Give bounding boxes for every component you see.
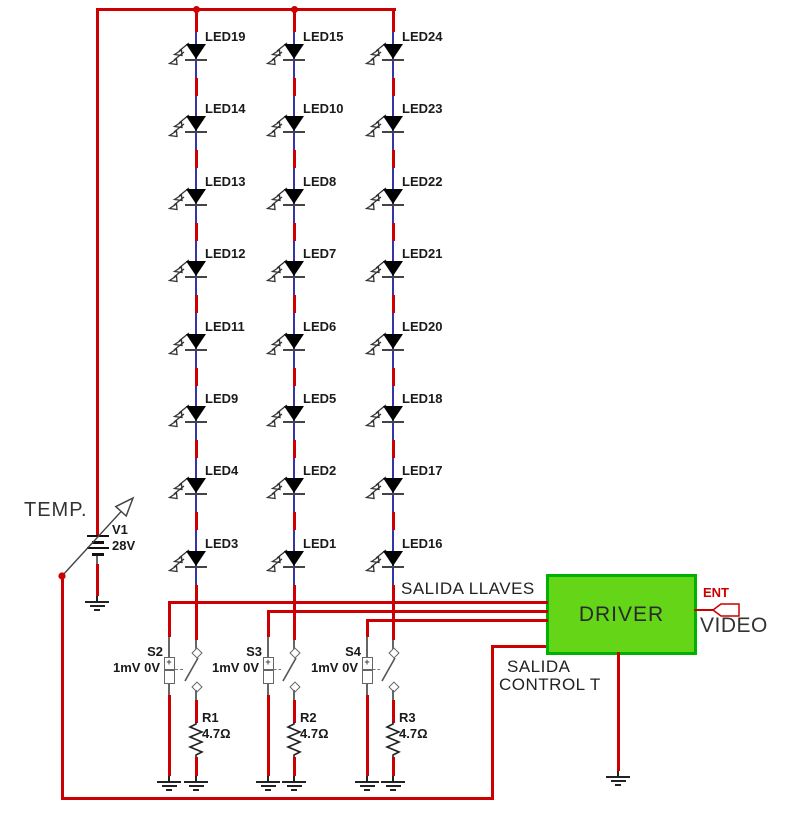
temp-label: TEMP. — [24, 499, 88, 521]
led-cathode-bar — [283, 493, 305, 495]
coil-ground-wire — [168, 695, 171, 776]
led-label: LED10 — [303, 101, 344, 116]
ground-symbol — [255, 776, 281, 792]
relay-coil[interactable] — [362, 657, 373, 684]
salida-control-label-line1: SALIDA — [507, 657, 571, 676]
led-symbol[interactable] — [383, 334, 403, 349]
led-cathode-bar — [185, 493, 207, 495]
coil-polarity-plus: + — [166, 657, 172, 667]
led-cathode-bar — [185, 349, 207, 351]
ground-symbol — [281, 776, 307, 792]
led-label: LED19 — [205, 29, 246, 44]
led-symbol[interactable] — [186, 189, 206, 204]
resistor-name-label: R2 — [300, 710, 317, 725]
coil-polarity-plus: + — [364, 657, 370, 667]
wire-current-dash — [195, 150, 198, 168]
led-symbol[interactable] — [383, 406, 403, 421]
led-label: LED15 — [303, 29, 344, 44]
led-label: LED5 — [303, 391, 337, 406]
led-symbol[interactable] — [186, 44, 206, 59]
led-symbol[interactable] — [186, 261, 206, 276]
resistor-value-label: 4.7Ω — [399, 726, 428, 741]
led-label: LED4 — [205, 463, 239, 478]
led-symbol[interactable] — [383, 551, 403, 566]
wire-current-dash — [392, 368, 395, 386]
led-string-top-wire — [293, 9, 296, 32]
led-symbol[interactable] — [284, 189, 304, 204]
wire-current-dash — [195, 78, 198, 96]
led-label: LED18 — [402, 391, 443, 406]
led-label: LED21 — [402, 246, 443, 261]
led-label: LED23 — [402, 101, 443, 116]
resistor-name-label: R3 — [399, 710, 416, 725]
coil-top-wire — [168, 604, 171, 637]
led-symbol[interactable] — [284, 44, 304, 59]
ground-symbol — [605, 771, 631, 787]
ground-symbol — [183, 776, 209, 792]
wire-current-dash — [293, 223, 296, 241]
resistor-top-wire — [293, 700, 296, 723]
source-name-label: V1 — [112, 522, 128, 537]
led-cathode-bar — [283, 276, 305, 278]
driver-label: DRIVER — [578, 602, 665, 626]
switch-name-label: S4 — [345, 644, 361, 659]
coil-lead-wire — [267, 684, 269, 695]
led-cathode-bar — [283, 421, 305, 423]
led-cathode-bar — [283, 204, 305, 206]
ground-symbol — [84, 596, 110, 612]
led-cathode-bar — [185, 131, 207, 133]
switch-reading-label: 1mV 0V — [113, 660, 160, 675]
resistor-value-label: 4.7Ω — [300, 726, 329, 741]
led-label: LED8 — [303, 174, 337, 189]
resistor-lead-wire — [195, 690, 197, 700]
wire-current-dash — [195, 295, 198, 313]
resistor-lead-wire — [293, 690, 295, 700]
led-label: LED7 — [303, 246, 337, 261]
led-cathode-bar — [283, 59, 305, 61]
led-label: LED3 — [205, 536, 239, 551]
wire-current-dash — [392, 150, 395, 168]
wire-current-dash — [392, 512, 395, 530]
ground-symbol — [380, 776, 406, 792]
led-symbol[interactable] — [186, 334, 206, 349]
led-cathode-bar — [283, 131, 305, 133]
led-label: LED12 — [205, 246, 246, 261]
led-string-bottom-wire — [195, 600, 198, 640]
driver-block[interactable] — [546, 574, 697, 655]
ground-symbol — [354, 776, 380, 792]
wire-current-dash — [195, 223, 198, 241]
led-label: LED13 — [205, 174, 246, 189]
switch-output-wire — [366, 619, 548, 622]
led-symbol[interactable] — [284, 406, 304, 421]
led-cathode-bar — [185, 421, 207, 423]
led-symbol[interactable] — [383, 478, 403, 493]
resistor-ground-wire — [293, 757, 296, 776]
resistor-top-wire — [195, 700, 198, 723]
led-cathode-bar — [283, 349, 305, 351]
video-port-wire — [694, 609, 713, 612]
led-cathode-bar — [382, 131, 404, 133]
coil-ground-wire — [267, 695, 270, 776]
coil-mid-tick — [362, 669, 372, 671]
coil-top-wire — [267, 613, 270, 637]
switch-output-wire — [267, 610, 548, 613]
wire-current-dash — [392, 295, 395, 313]
resistor-top-wire — [392, 700, 395, 723]
led-symbol[interactable] — [284, 334, 304, 349]
led-label: LED16 — [402, 536, 443, 551]
led-cathode-bar — [185, 204, 207, 206]
led-label: LED24 — [402, 29, 443, 44]
switch-output-wire — [168, 601, 548, 604]
resistor-value-label: 4.7Ω — [202, 726, 231, 741]
ent-tag-label: ENT — [703, 585, 729, 600]
led-symbol[interactable] — [284, 261, 304, 276]
led-cathode-bar — [185, 566, 207, 568]
led-symbol[interactable] — [383, 44, 403, 59]
video-port-label: VIDEO — [700, 614, 768, 637]
wire-current-dash — [392, 440, 395, 458]
driver-ground-wire — [617, 652, 620, 771]
wire-current-dash — [293, 368, 296, 386]
led-cathode-bar — [283, 566, 305, 568]
wire-current-dash — [293, 295, 296, 313]
led-label: LED14 — [205, 101, 246, 116]
salida-llaves-label: SALIDA LLAVES — [401, 579, 535, 598]
led-symbol[interactable] — [284, 551, 304, 566]
wire-current-dash — [392, 78, 395, 96]
led-cathode-bar — [382, 204, 404, 206]
led-label: LED1 — [303, 536, 337, 551]
led-label: LED9 — [205, 391, 239, 406]
led-string-top-wire — [195, 9, 198, 32]
source-voltage-label: 28V — [112, 538, 136, 553]
bottom-rail-wire — [61, 797, 494, 800]
led-symbol[interactable] — [186, 551, 206, 566]
led-symbol[interactable] — [383, 116, 403, 131]
switch-reading-label: 1mV 0V — [212, 660, 259, 675]
led-label: LED6 — [303, 319, 337, 334]
led-string-bottom-wire — [293, 600, 296, 640]
top-power-rail-wire — [96, 8, 396, 11]
wire-current-dash — [392, 223, 395, 241]
led-symbol[interactable] — [383, 261, 403, 276]
led-symbol[interactable] — [383, 189, 403, 204]
control-t-wire — [491, 647, 494, 799]
battery-supply-wire — [96, 8, 99, 535]
led-label: LED22 — [402, 174, 443, 189]
wire-current-dash — [293, 440, 296, 458]
led-cathode-bar — [185, 276, 207, 278]
led-symbol[interactable] — [186, 478, 206, 493]
led-label: LED20 — [402, 319, 443, 334]
led-cathode-bar — [382, 349, 404, 351]
control-t-wire — [491, 645, 548, 648]
wire-current-dash — [195, 512, 198, 530]
resistor-lead-wire — [392, 690, 394, 700]
coil-lead-wire — [366, 637, 368, 657]
coil-ground-wire — [366, 695, 369, 776]
led-cathode-bar — [185, 59, 207, 61]
led-label: LED17 — [402, 463, 443, 478]
switch-reading-label: 1mV 0V — [311, 660, 358, 675]
led-label: LED2 — [303, 463, 337, 478]
wire-current-dash — [293, 78, 296, 96]
temp-sense-wire — [61, 576, 64, 799]
coil-polarity-plus: + — [265, 657, 271, 667]
coil-lead-wire — [267, 637, 269, 657]
ground-symbol — [156, 776, 182, 792]
led-cathode-bar — [382, 59, 404, 61]
led-cathode-bar — [382, 566, 404, 568]
led-label: LED11 — [205, 319, 245, 334]
led-cathode-bar — [382, 493, 404, 495]
resistor-name-label: R1 — [202, 710, 219, 725]
led-symbol[interactable] — [284, 116, 304, 131]
wire-current-dash — [195, 440, 198, 458]
led-cathode-bar — [382, 421, 404, 423]
led-symbol[interactable] — [284, 478, 304, 493]
switch-name-label: S3 — [246, 644, 262, 659]
wire-current-dash — [195, 368, 198, 386]
switch-name-label: S2 — [147, 644, 163, 659]
resistor-ground-wire — [392, 757, 395, 776]
wire-current-dash — [293, 150, 296, 168]
coil-lead-wire — [168, 684, 170, 695]
led-symbol[interactable] — [186, 116, 206, 131]
salida-control-label-line2: CONTROL T — [499, 675, 601, 694]
coil-top-wire — [366, 622, 369, 637]
resistor-ground-wire — [195, 757, 198, 776]
coil-lead-wire — [168, 637, 170, 657]
coil-lead-wire — [366, 684, 368, 695]
wire-current-dash — [293, 512, 296, 530]
led-symbol[interactable] — [186, 406, 206, 421]
led-string-top-wire — [392, 9, 395, 32]
led-cathode-bar — [382, 276, 404, 278]
